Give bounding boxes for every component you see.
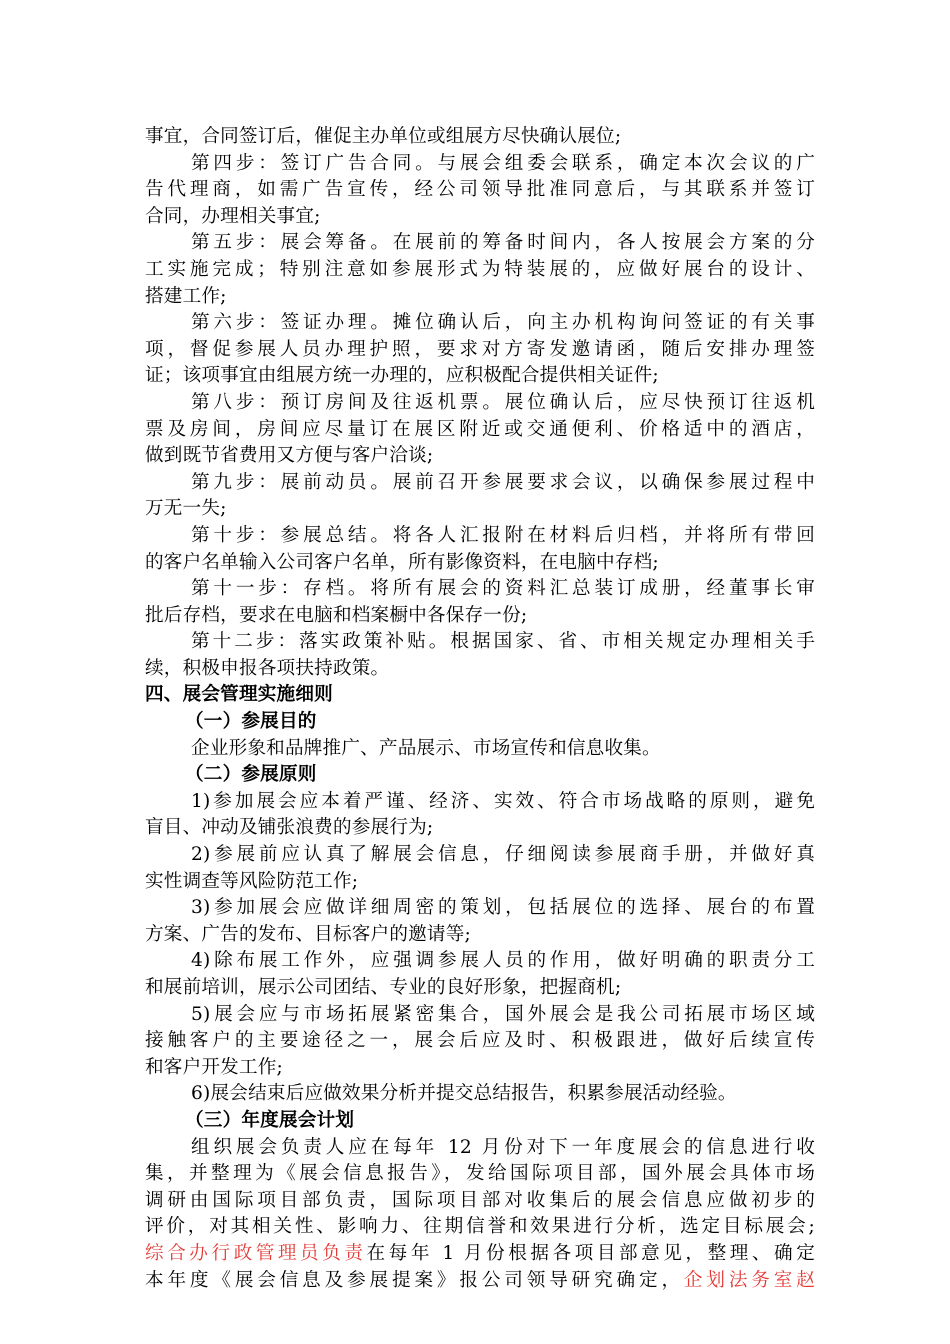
highlighted-text: 综合办行政管理员负责 <box>145 1242 367 1264</box>
paragraph-line: 批后存档，要求在电脑和档案橱中各保存一份; <box>145 604 528 626</box>
paragraph-line: 评价，对其相关性、影响力、往期信誉和效果进行分析，选定目标展会; <box>145 1216 815 1238</box>
paragraph-line: 实性调查等风险防范工作; <box>145 870 359 892</box>
paragraph-line: 项，督促参展人员办理护照，要求对方寄发邀请函，随后安排办理签 <box>145 338 815 360</box>
paragraph-line: 票及房间，房间应尽量订在展区附近或交通便利、价格适中的酒店， <box>145 418 815 440</box>
paragraph-line: 1)参加展会应本着严谨、经济、实效、符合市场战略的原则，避免 <box>191 790 815 812</box>
document-page <box>145 124 815 1294</box>
paragraph-line: 调研由国际项目部负责，国际项目部对收集后的展会信息应做初步的 <box>145 1189 815 1211</box>
paragraph-line: 万无一失; <box>145 498 227 520</box>
principles-section <box>145 789 815 1108</box>
paragraph-line: 接触客户的主要途径之一，展会后应及时、积极跟进，做好后续宣传 <box>145 1030 815 1052</box>
paragraph-line: 第十二步：落实政策补贴。根据国家、省、市相关规定办理相关手 <box>191 631 815 653</box>
purpose-paragraph: 企业形象和品牌推广、产品展示、市场宣传和信息收集。 <box>191 737 661 759</box>
paragraph-line: 集，并整理为《展会信息报告》，发给国际项目部，国外展会具体市场 <box>145 1163 815 1185</box>
paragraph-line <box>145 1268 815 1295</box>
paragraph-line: 搭建工作; <box>145 285 227 307</box>
paragraph-line: 的客户名单输入公司客户名单，所有影像资料，在电脑中存档; <box>145 551 659 573</box>
paragraph-line: 盲目、冲动及铺张浪费的参展行为; <box>145 817 434 839</box>
paragraph-text: 在每年 1 月份根据各项目部意见，整理、确定 <box>366 1242 815 1264</box>
paragraph-line: 3)参加展会应做详细周密的策划，包括展位的选择、展台的布置 <box>191 897 815 919</box>
paragraph-line: 第六步：签证办理。摊位确认后，向主办机构询问签证的有关事 <box>191 312 815 334</box>
paragraph-line: 第五步：展会筹备。在展前的筹备时间内，各人按展会方案的分 <box>191 232 815 254</box>
paragraph-line: 4)除布展工作外，应强调参展人员的作用，做好明确的职责分工 <box>191 950 815 972</box>
paragraph-line: 方案、广告的发布、目标客户的邀请等; <box>145 923 471 945</box>
paragraph-line: 续，积极申报各项扶持政策。 <box>145 657 390 679</box>
paragraph-line: 6)展会结束后应做效果分析并提交总结报告，积累参展活动经验。 <box>191 1083 737 1105</box>
paragraph-line: 组织展会负责人应在每年 12 月份对下一年度展会的信息进行收 <box>191 1136 815 1158</box>
paragraph-line: 工实施完成；特别注意如参展形式为特装展的，应做好展台的设计、 <box>145 258 815 280</box>
highlighted-text: 企划法务室赵 <box>683 1269 815 1291</box>
paragraph-line <box>145 1241 815 1268</box>
subsection-heading-annual-plan: （三）年度展会计划 <box>185 1109 355 1131</box>
paragraph-line: 告代理商，如需广告宣传，经公司领导批准同意后，与其联系并签订 <box>145 179 815 201</box>
subsection-heading-purpose: （一）参展目的 <box>185 711 317 733</box>
paragraph-line: 第十步：参展总结。将各人汇报附在材料后归档，并将所有带回 <box>191 524 815 546</box>
subsection-heading-principles: （二）参展原则 <box>185 764 317 786</box>
section-heading: 四、展会管理实施细则 <box>145 684 333 706</box>
paragraph-line: 5)展会应与市场拓展紧密集合，国外展会是我公司拓展市场区域 <box>191 1003 815 1025</box>
paragraph-line: 和展前培训，展示公司团结、专业的良好形象，把握商机; <box>145 977 622 998</box>
paragraph-line: 事宜，合同签订后，催促主办单位或组展方尽快确认展位; <box>145 126 622 147</box>
paragraph-text: 本年度《展会信息及参展提案》报公司领导研究确定， <box>145 1269 684 1291</box>
paragraph-line: 2)参展前应认真了解展会信息，仔细阅读参展商手册，并做好真 <box>191 844 815 866</box>
steps-section <box>145 124 815 682</box>
paragraph-line: 第八步：预订房间及往返机票。展位确认后，应尽快预订往返机 <box>191 391 815 413</box>
paragraph-line: 合同，办理相关事宜; <box>145 205 321 227</box>
paragraph-line: 第十一步：存档。将所有展会的资料汇总装订成册，经董事长审 <box>191 578 815 600</box>
paragraph-line: 第九步：展前动员。展前召开参展要求会议，以确保参展过程中 <box>191 471 815 493</box>
paragraph-line: 做到既节省费用又方便与客户洽谈; <box>145 445 434 467</box>
paragraph-line: 第四步：签订广告合同。与展会组委会联系，确定本次会议的广 <box>191 152 815 174</box>
paragraph-line: 和客户开发工作; <box>145 1056 284 1078</box>
annual-plan-section <box>145 1135 815 1241</box>
paragraph-line: 证；该项事宜由组展方统一办理的，应积极配合提供相关证件; <box>145 365 659 387</box>
